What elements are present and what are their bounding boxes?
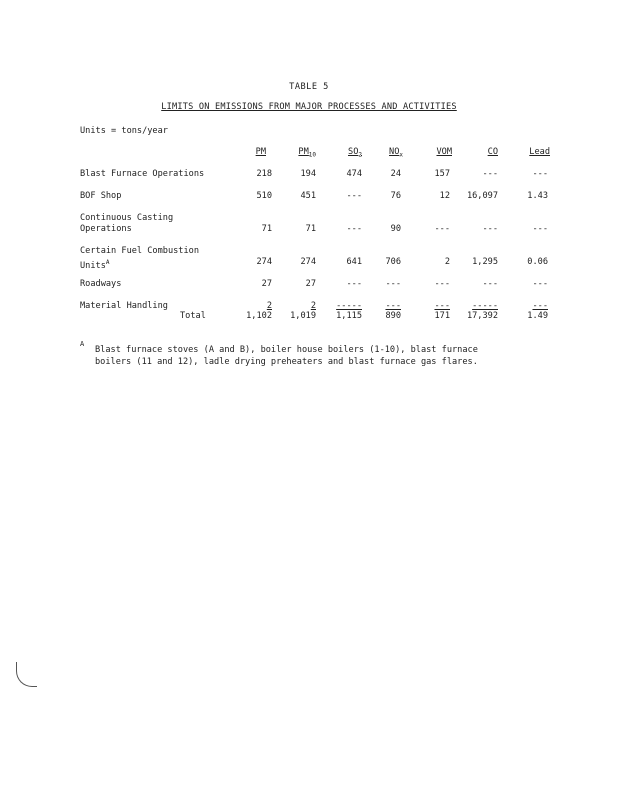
- row-label: Certain Fuel Combustion Units$^A$: [80, 246, 199, 271]
- total-cell: 1,115: [336, 311, 362, 321]
- table-cell: ---: [385, 301, 401, 311]
- table-cell: 2: [266, 301, 272, 311]
- table-cell: 2: [310, 301, 316, 311]
- col-header-nox: $NO_x$: [389, 147, 403, 159]
- row-label: Blast Furnace Operations: [80, 169, 205, 179]
- table-title: LIMITS ON EMISSIONS FROM MAJOR PROCESSES AND ACTIVITIES: [161, 102, 457, 112]
- table-cell: 2: [444, 257, 450, 267]
- footnote-marker: A: [80, 340, 85, 348]
- table-cell: 16,097: [466, 191, 498, 201]
- table-cell: 0.06: [527, 257, 548, 267]
- col-header-pm10: $PM_{10}$: [298, 147, 316, 159]
- table-cell: ---: [482, 279, 498, 289]
- table-cell: ---: [346, 191, 362, 201]
- scan-corner-mark: [16, 662, 37, 687]
- table-cell: 90: [390, 224, 401, 234]
- table-cell: ---: [532, 301, 548, 311]
- table-cell: ---: [482, 169, 498, 179]
- total-cell: 1.49: [527, 311, 548, 321]
- col-header-co: CO: [487, 147, 498, 157]
- table-cell: 1,295: [472, 257, 498, 267]
- footnote-text: Blast furnace stoves (A and B), boiler house boilers (1-10), blast furnace boilers (11 and 12), ladle drying preheaters and blast furnace gas flares.: [95, 345, 478, 367]
- total-cell: 1,102: [246, 311, 272, 321]
- row-label: Continuous Casting Operations: [80, 213, 174, 234]
- table-cell: 641: [346, 257, 362, 267]
- total-cell: 890: [385, 311, 401, 321]
- total-cell: 17,392: [466, 311, 498, 321]
- table-cell: ---: [532, 169, 548, 179]
- table-cell: 194: [300, 169, 316, 179]
- table-cell: ---: [346, 224, 362, 234]
- row-label: BOF Shop: [80, 191, 122, 201]
- table-cell: 510: [256, 191, 272, 201]
- row-label: Roadways: [80, 279, 122, 289]
- table-cell: ---: [434, 301, 450, 311]
- table-cell: 706: [385, 257, 401, 267]
- total-cell: 171: [434, 311, 450, 321]
- total-label: Total: [180, 311, 206, 321]
- table-number: TABLE 5: [289, 82, 329, 92]
- table-cell: -----: [336, 301, 362, 311]
- table-cell: 274: [300, 257, 316, 267]
- table-cell: 451: [300, 191, 316, 201]
- table-cell: 157: [434, 169, 450, 179]
- table-cell: 76: [390, 191, 401, 201]
- units-label: Units = tons/year: [80, 126, 168, 136]
- table-cell: ---: [434, 279, 450, 289]
- table-cell: ---: [482, 224, 498, 234]
- table-cell: 474: [346, 169, 362, 179]
- table-cell: 71: [261, 224, 272, 234]
- table-cell: 27: [261, 279, 272, 289]
- table-cell: 24: [390, 169, 401, 179]
- table-cell: ---: [346, 279, 362, 289]
- col-header-lead: Lead: [529, 147, 550, 157]
- table-cell: ---: [532, 279, 548, 289]
- col-header-vom: VOM: [436, 147, 452, 157]
- table-cell: 1.43: [527, 191, 548, 201]
- total-cell: 1,019: [290, 311, 316, 321]
- table-cell: ---: [532, 224, 548, 234]
- table-cell: -----: [472, 301, 498, 311]
- table-cell: ---: [434, 224, 450, 234]
- col-header-pm: PM: [255, 147, 266, 157]
- table-cell: 12: [439, 191, 450, 201]
- table-cell: 274: [256, 257, 272, 267]
- table-cell: 27: [305, 279, 316, 289]
- table-cell: 71: [305, 224, 316, 234]
- col-header-so2: $SO_2$: [348, 147, 362, 159]
- row-label: Material Handling: [80, 301, 168, 311]
- table-cell: ---: [385, 279, 401, 289]
- table-cell: 218: [256, 169, 272, 179]
